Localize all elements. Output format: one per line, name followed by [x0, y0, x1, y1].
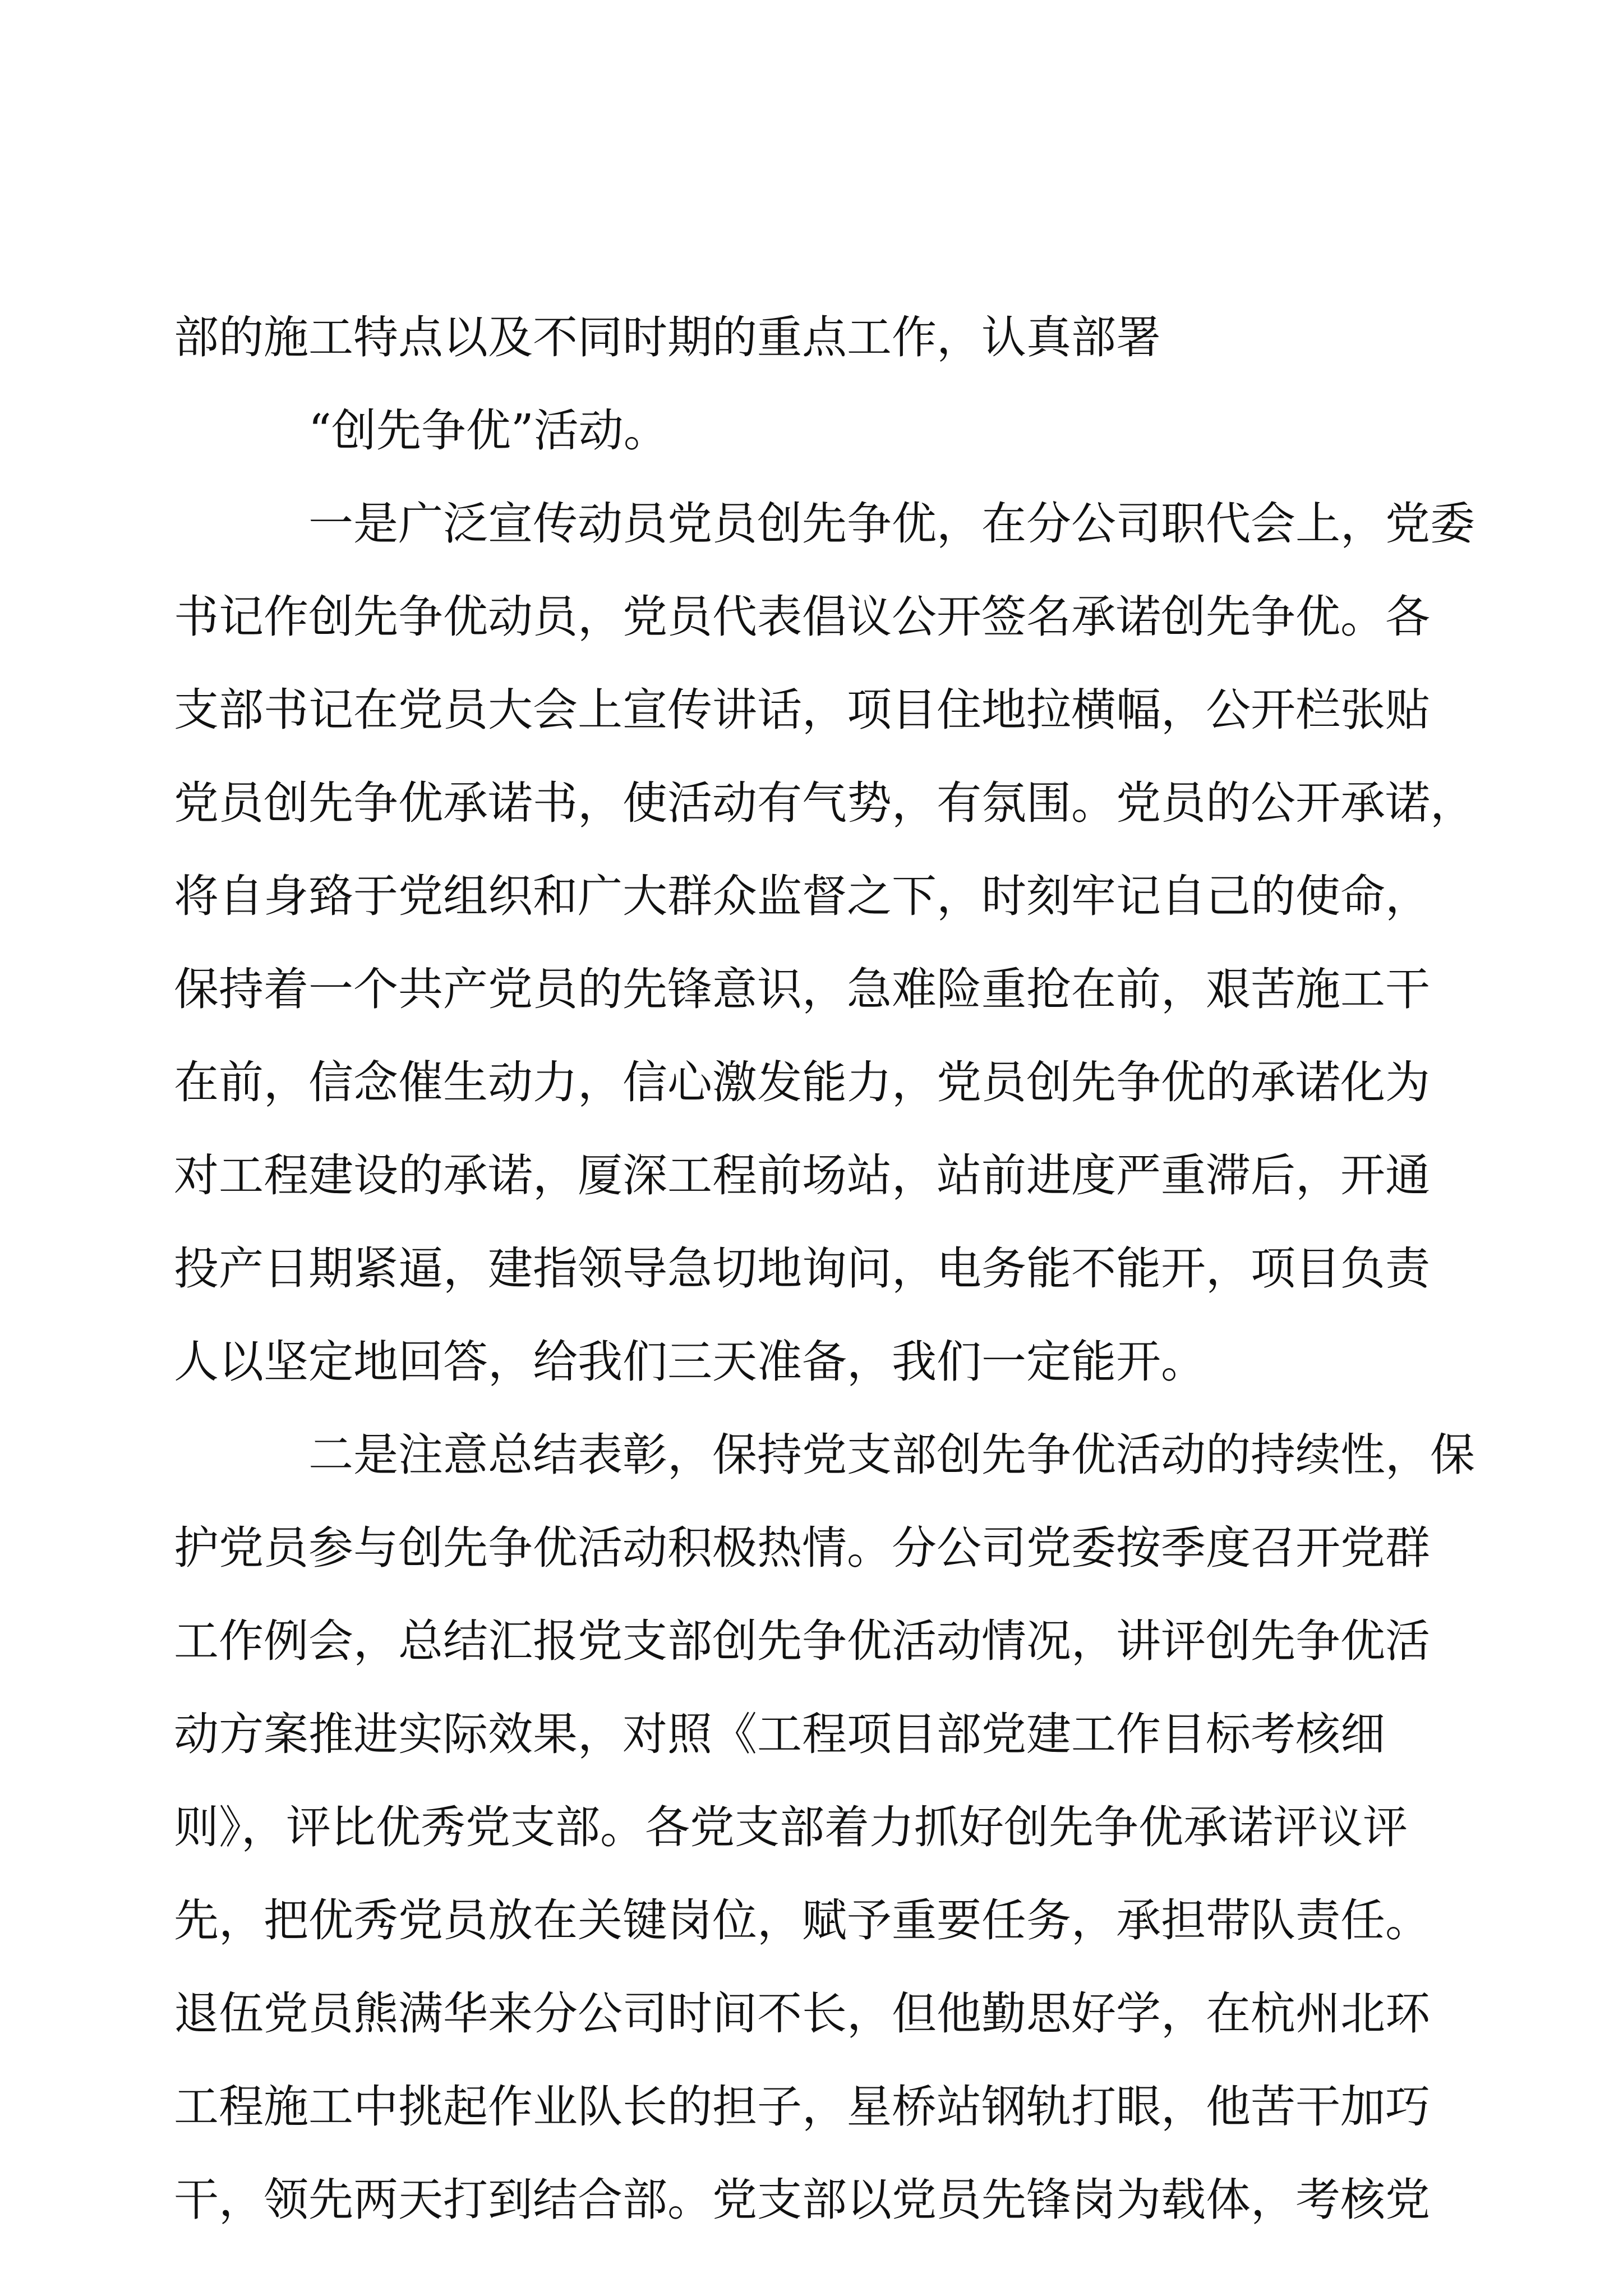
paragraph-1-line-9: 投产日期紧逼，建指领导急切地询问，电务能不能开，项目负责 [174, 1243, 1430, 1295]
paragraph-2-line-2: 护党员参与创先争优活动积极热情。分公司党委按季度召开党群 [174, 1522, 1430, 1574]
paragraph-2-line-7: 退伍党员熊满华来分公司时间不长，但他勤思好学，在杭州北环 [174, 1987, 1430, 2040]
paragraph-1-line-5: 将自身臵于党组织和广大群众监督之下，时刻牢记自己的使命， [174, 870, 1430, 922]
paragraph-1-line-10: 人以坚定地回答，给我们三天准备，我们一定能开。 [174, 1336, 1206, 1388]
paragraph-1-line-3: 支部书记在党员大会上宣传讲话，项目住地拉横幅，公开栏张贴 [174, 684, 1430, 736]
paragraph-2-line-3: 工作例会，总结汇报党支部创先争优活动情况，讲评创先争优活 [174, 1615, 1430, 1667]
paragraph-2-line-1: 二是注意总结表彰，保持党支部创先争优活动的持续性，保 [308, 1429, 1475, 1481]
paragraph-2-line-9: 干，领先两天打到结合部。党支部以党员先锋岗为载体，考核党 [174, 2174, 1430, 2226]
paragraph-1-line-1: 一是广泛宣传动员党员创先争优，在分公司职代会上，党委 [308, 498, 1475, 550]
paragraph-1-line-7: 在前，信念催生动力，信心激发能力，党员创先争优的承诺化为 [174, 1056, 1430, 1108]
text-line-2: “创先争优”活动。 [308, 404, 668, 457]
paragraph-1-line-6: 保持着一个共产党员的先锋意识，急难险重抢在前，艰苦施工干 [174, 963, 1430, 1015]
text-line-1: 部的施工特点以及不同时期的重点工作，认真部署 [174, 311, 1161, 364]
paragraph-1-line-8: 对工程建设的承诺，厦深工程前场站，站前进度严重滞后，开通 [174, 1149, 1430, 1202]
paragraph-1-line-4: 党员创先争优承诺书，使活动有气势，有氛围。党员的公开承诺， [174, 777, 1475, 829]
paragraph-2-line-4: 动方案推进实际效果，对照《工程项目部党建工作目标考核细 [174, 1708, 1385, 1760]
paragraph-2-line-5: 则》，评比优秀党支部。各党支部着力抓好创先争优承诺评议评 [174, 1801, 1408, 1853]
paragraph-2-line-6: 先，把优秀党员放在关键岗位，赋予重要任务，承担带队责任。 [174, 1894, 1430, 1947]
paragraph-2-line-8: 工程施工中挑起作业队长的担子，星桥站钢轨打眼，他苦干加巧 [174, 2081, 1430, 2133]
paragraph-1-line-2: 书记作创先争优动员，党员代表倡议公开签名承诺创先争优。各 [174, 591, 1430, 643]
